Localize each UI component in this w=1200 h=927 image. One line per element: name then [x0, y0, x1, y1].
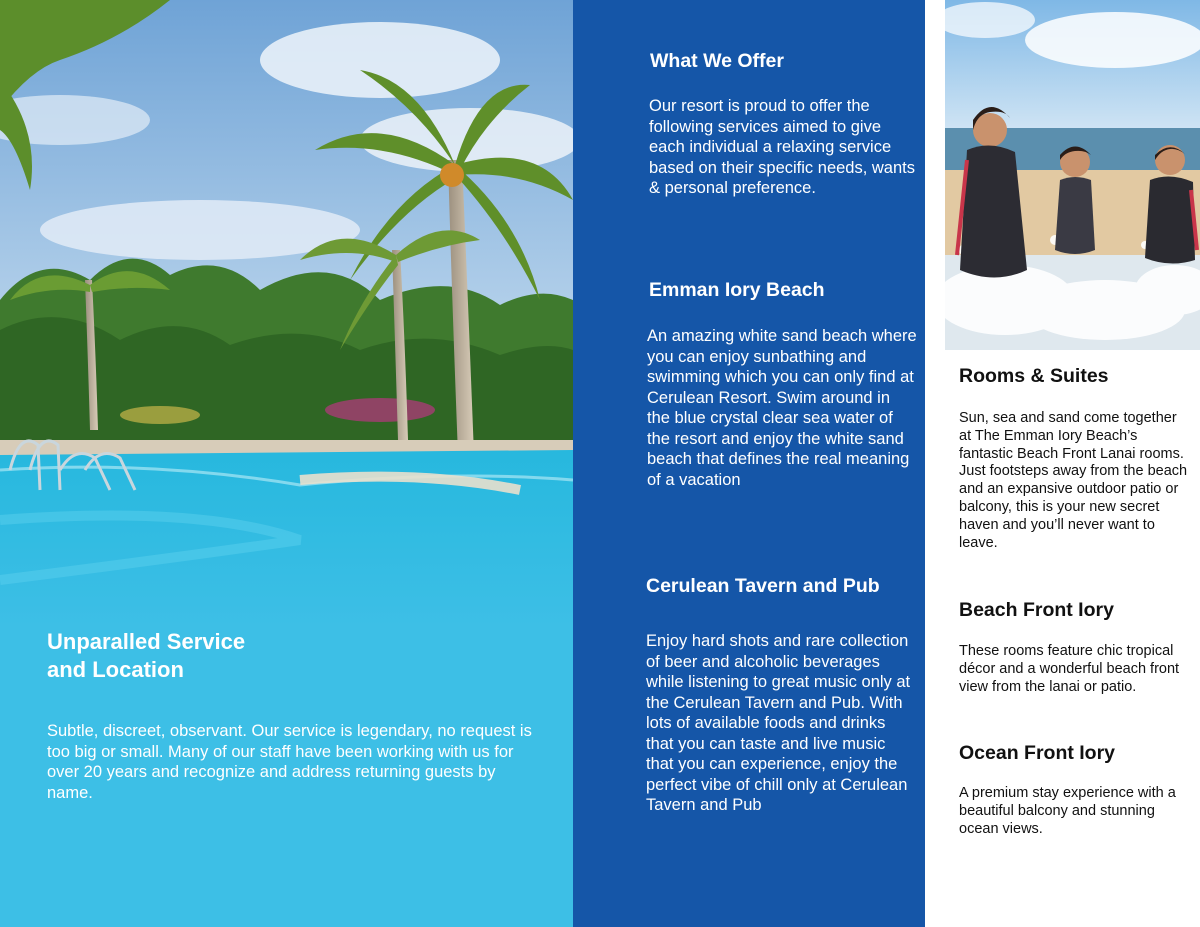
- tavern-text: Enjoy hard shots and rare collection of beer and alcoholic beverages while listening to great music only at the Cerulean Tavern and Pub. With lots of available foods and drinks that you can taste and live music that you can experience, enjoy the perfect vibe of chill only at Cerulean Tavern and Pub: [646, 632, 911, 814]
- left-body-text: Subtle, discreet, observant. Our service is legendary, no request is too big or small. Many of our staff have been working with us for over 20 years and recognize and address returning guests by name.: [47, 722, 532, 802]
- left-panel: [0, 0, 573, 927]
- rooms-suites-heading: Rooms & Suites: [959, 365, 1109, 387]
- what-we-offer-text: Our resort is proud to offer the following services aimed to give each individual a relaxing service based on their specific needs, wants & personal preference.: [649, 97, 915, 197]
- resort-pool-photo: [0, 0, 573, 626]
- family-beach-photo: [945, 0, 1200, 350]
- right-panel: [925, 0, 1200, 927]
- left-heading-line2: and Location: [47, 657, 184, 682]
- beach-heading: Emman Iory Beach: [649, 279, 825, 301]
- ocean-front-text: A premium stay experience with a beautiful balcony and stunning ocean views.: [959, 785, 1176, 837]
- left-heading: [47, 628, 467, 684]
- middle-panel: [573, 0, 925, 927]
- beach-front-heading: Beach Front Iory: [959, 599, 1114, 621]
- beach-text: An amazing white sand beach where you can enjoy sunbathing and swimming which you can only find at Cerulean Resort. Swim around in the blue crystal clear sea water of the resort and enjoy the white sand beach that defines the real meaning of a vacation: [647, 327, 917, 489]
- left-heading-line1: Unparalled Service: [47, 629, 246, 654]
- tavern-heading: Cerulean Tavern and Pub: [646, 575, 880, 597]
- rooms-suites-text: Sun, sea and sand come together at The Emman Iory Beach’s fantastic Beach Front Lanai rooms. Just footsteps away from the beach and an expansive outdoor patio or balcony, this is your new secret haven and you’ll never want to leave.: [959, 410, 1188, 551]
- ocean-front-heading: Ocean Front Iory: [959, 742, 1116, 764]
- what-we-offer-heading: What We Offer: [650, 50, 784, 72]
- beach-front-text: These rooms feature chic tropical décor and a wonderful beach front view from the lanai or patio.: [959, 643, 1180, 695]
